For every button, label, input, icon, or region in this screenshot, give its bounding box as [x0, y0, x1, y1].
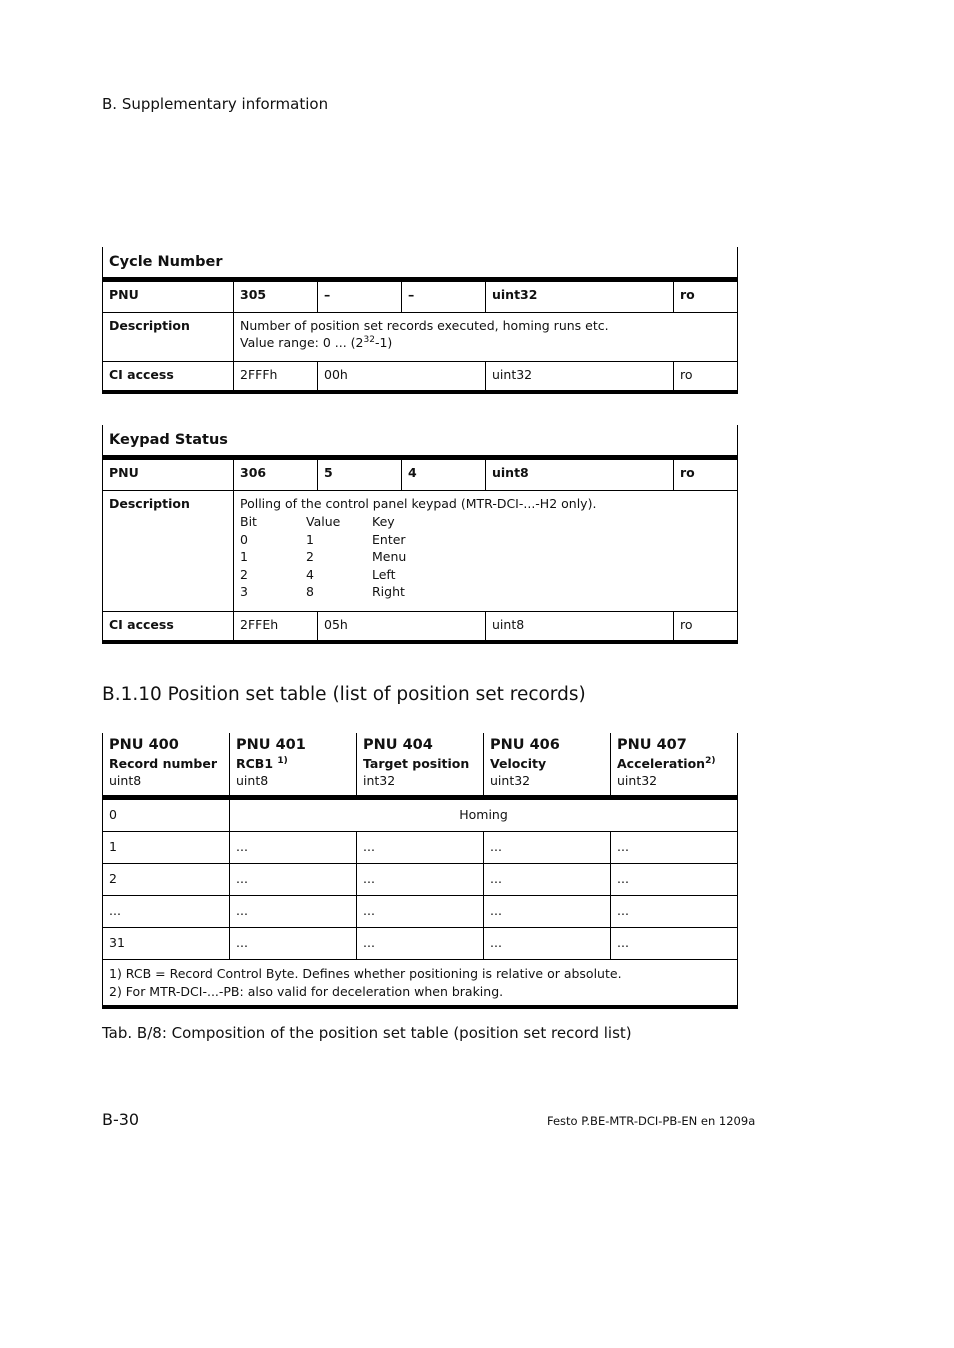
table-caption: Cycle Number [103, 247, 738, 280]
table-caption: Keypad Status [103, 425, 738, 458]
section-heading: B.1.10 Position set table (list of position set records) [102, 684, 586, 705]
subindex-1: 5 [318, 458, 402, 491]
ci-access-label: CI access [103, 362, 234, 392]
ci-index: 2FFEh [234, 612, 318, 642]
description-label: Description [103, 491, 234, 612]
ci-type: uint8 [486, 612, 674, 642]
footnote-2: 2) For MTR-DCI-...-PB: also valid for deceleration when braking. [109, 983, 504, 999]
column-header: PNU 400 Record number uint8 [103, 733, 230, 798]
ci-subindex: 05h [318, 612, 486, 642]
table-row: 1 ... ... ... ... [103, 832, 738, 864]
footnote-1: 1) RCB = Record Control Byte. Defines whether positioning is relative or absolute. [109, 966, 622, 981]
keypad-status-table [102, 425, 738, 644]
position-set-table [102, 733, 738, 1009]
pnu-value: 305 [234, 280, 318, 313]
table-caption: Tab. B/8: Composition of the position set table (position set record list) [102, 1024, 632, 1042]
subindex-2: – [402, 280, 486, 313]
running-header: B. Supplementary information [102, 95, 329, 113]
subindex-1: – [318, 280, 402, 313]
column-header: PNU 406 Velocity uint32 [484, 733, 611, 798]
subindex-2: 4 [402, 458, 486, 491]
description-label: Description [103, 313, 234, 362]
pnu-label: PNU [103, 280, 234, 313]
pnu-value: 306 [234, 458, 318, 491]
column-header: PNU 404 Target position int32 [357, 733, 484, 798]
column-header: PNU 401 RCB1 $^{1)}$ uint8 [230, 733, 357, 798]
table-row: ... ... ... ... ... [103, 896, 738, 928]
description-text: Number of position set records executed, homing runs etc. Value range: 0 ... $(2^{32}-1)$ [234, 313, 738, 362]
table-row: 2 ... ... ... ... [103, 864, 738, 896]
access-type: ro [674, 280, 738, 313]
ci-access: ro [674, 362, 738, 392]
description-text: Polling of the control panel keypad (MTR-DCI-...-H2 only). Bit Value Key 0 1 Enter 1 2 Menu 2 4 Left 3 8 Right [234, 491, 738, 612]
table-row: 31 ... ... ... ... [103, 928, 738, 960]
homing-cell: Homing [230, 798, 738, 832]
footnotes [103, 960, 738, 1008]
bit-value-key-grid: Bit Value Key 0 1 Enter 1 2 Menu 2 4 Left 3 8 Right [240, 514, 407, 599]
ci-access-label: CI access [103, 612, 234, 642]
table-row: 0 Homing [103, 798, 738, 832]
data-type: uint8 [486, 458, 674, 491]
document-id: Festo P.BE-MTR-DCI-PB-EN en 1209a [547, 1114, 756, 1128]
data-type: uint32 [486, 280, 674, 313]
page-number: B-30 [102, 1110, 140, 1129]
cycle-number-table [102, 247, 738, 394]
ci-access: ro [674, 612, 738, 642]
ci-type: uint32 [486, 362, 674, 392]
access-type: ro [674, 458, 738, 491]
ci-index: 2FFFh [234, 362, 318, 392]
ci-subindex: 00h [318, 362, 486, 392]
column-header: PNU 407 Acceleration$^{2)}$ uint32 [611, 733, 738, 798]
pnu-label: PNU [103, 458, 234, 491]
